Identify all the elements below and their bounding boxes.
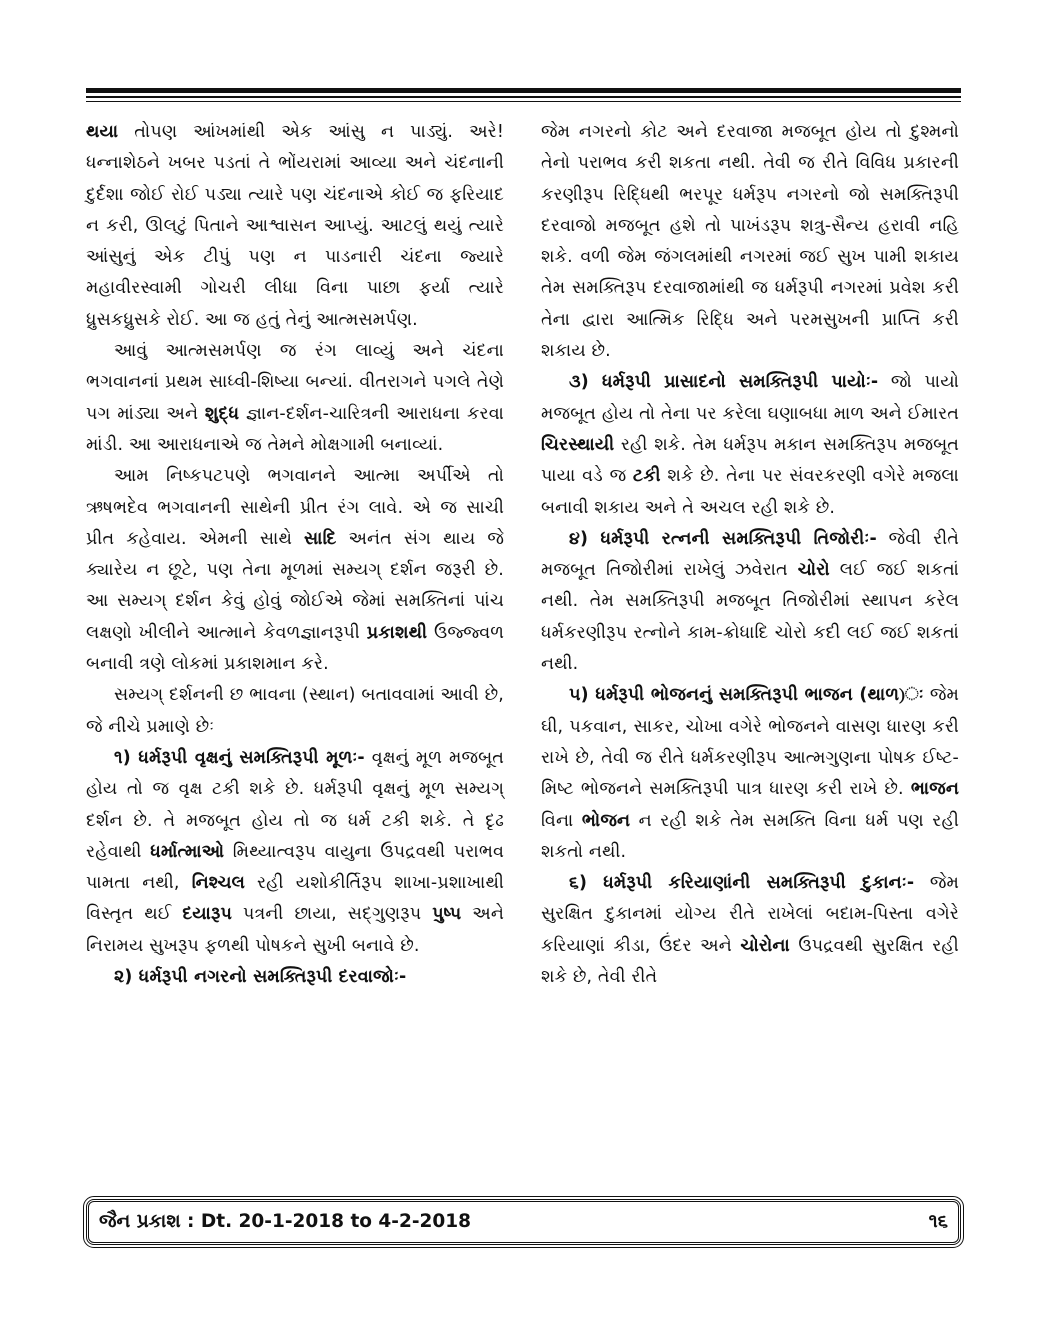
- paragraph: [86, 117, 504, 336]
- bold-text: શુદ્ધ: [204, 403, 240, 424]
- body-text: જેમ ઘી, પકવાન, સાકર, ચોખા વગેરે ભોજનને વાસણ ધારણ કરી રાખે છે, તેવી જ રીતે ધર્મકરણીરૂપ આત્મગુણના પોષક ઈષ્ટ-મિષ્ટ ભોજનને સમક્તિરૂપી પાત્ર ધારણ કરી રાખે છે.: [541, 685, 960, 800]
- body-text: જેમ સુરક્ષિત દુકાનમાં યોગ્ય રીતે રાખેલાં બદામ-પિસ્તા વગેરે કરિયાણાં કીડા, ઉંદર અને: [541, 873, 959, 956]
- bold-text: ચિરસ્થાયી: [541, 434, 615, 455]
- body-text: જ્ઞાન-દર્શન-ચારિત્રની આરાધના કરવા માંડી. આ આરાધનાએ જ તેમને મોક્ષગામી બનાવ્યાં.: [86, 403, 504, 455]
- paragraph: [541, 367, 959, 523]
- page-footer: [86, 1199, 961, 1245]
- bold-text: પ્રકાશથી: [366, 622, 428, 643]
- paragraph: [541, 680, 959, 868]
- bold-text: ભોજન: [581, 810, 631, 831]
- body-text: રહી શકે. તેમ ધર્મરૂપ મકાન સમક્તિરૂપ મજબૂત પાયા વડે જ: [541, 434, 959, 487]
- bold-text: ધર્માત્માઓ: [150, 841, 225, 862]
- bold-text: ૧) ધર્મરૂપી વૃક્ષનું સમક્તિરૂપી મૂળઃ-: [114, 747, 365, 768]
- body-text: શકે છે. તેના પર સંવરકરણી વગેરે મજલા બનાવી શકાય અને તે અચલ રહી શકે છે.: [541, 466, 959, 518]
- body-text: ઉપદ્રવથી સુરક્ષિત રહી શકે છે, તેવી રીતે: [541, 935, 959, 988]
- paragraph: [541, 117, 959, 367]
- body-text: અને નિરામય સુખરૂપ ફળથી પોષકને સુખી બનાવે છે.: [86, 904, 504, 956]
- body-text: જેમ નગરનો કોટ અને દરવાજા મજબૂત હોય તો દુશ્મનો તેનો પરાભવ કરી શકતા નથી. તેવી જ રીતે વિવિધ પ્રકારની કરણીરૂપ રિદ્ધિથી ભરપૂર ધર્મરૂપ નગરનો જો સમક્તિરૂપી દરવાજો મજબૂત હશે તો પાખંડરૂપ શત્રુ-સૈન્ય હરાવી નહિ શકે. વળી જેમ જંગલમાંથી નગરમાં જઈ સુખ પામી શકાય તેમ સમક્તિરૂપ દરવાજામાંથી જ ધર્મરૂપી નગરમાં પ્રવેશ કરી તેના દ્વારા આત્મિક રિદ્ધિ અને પરમસુખની પ્રાપ્તિ કરી શકાય છે.: [541, 122, 959, 362]
- body-text: વિના: [541, 810, 582, 831]
- paragraph: [541, 868, 959, 993]
- publication-info: જૈન પ્રકાશ : Dt. 20-1-2018 to 4-2-2018: [99, 1211, 472, 1232]
- body-text: પત્રની છાયા, સદ્ગુણરૂપ: [231, 904, 433, 925]
- body-text: રહી યશોકીર્તિરૂપ શાખા-પ્રશાખાથી વિસ્તૃત થઈ: [86, 873, 504, 925]
- right-column: [541, 117, 959, 993]
- bold-text: થયા: [86, 122, 119, 142]
- bold-text: પુષ્પ: [432, 904, 462, 925]
- body-text: ન રહી શકે તેમ સમક્તિ વિના ધર્મ પણ રહી શકતો નથી.: [541, 810, 959, 862]
- paragraph: [86, 962, 504, 993]
- paragraph: [541, 524, 959, 680]
- bold-text: ૨) ધર્મરૂપી નગરનો સમક્તિરૂપી દરવાજોઃ-: [114, 967, 407, 988]
- bold-text: ૪) ધર્મરૂપી રત્નની સમક્તિરૂપી તિજોરીઃ-: [569, 528, 877, 549]
- body-text: વૃક્ષનું મૂળ મજબૂત હોય તો જ વૃક્ષ ટકી શકે છે. ધર્મરૂપી વૃક્ષનું મૂળ સમ્યગ્ દર્શન છે. તે મજબૂત હોય તો જ ધર્મ ટકી શકે. તે દૃઢ રહેવાથી: [86, 747, 505, 862]
- bold-text: સાદિ: [304, 528, 337, 549]
- bold-text: દયારૂપ: [182, 904, 232, 925]
- body-text: જો પાયો મજબૂત હોય તો તેના પર કરેલા ઘણાબધા માળ અને ઈમારત: [541, 372, 959, 424]
- bold-text: ભાજન: [910, 779, 959, 800]
- bold-text: ચોરો: [797, 560, 830, 581]
- paragraph: [86, 743, 504, 962]
- body-text: તોપણ આંખમાંથી એક આંસુ ન પાડ્યું. અરે! ધન્નાશેઠને ખબર પડતાં તે ભોંયરામાં આવ્યા અને ચંદનાની દુર્દશા જોઈ રોઈ પડ્યા ત્યારે પણ ચંદનાએ કોઈ જ ફરિયાદ ન કરી, ઊલટું પિતાને આશ્વાસન આપ્યું. આટલું થયું ત્યારે આંસુનું એક ટીપું પણ ન પાડનારી ચંદના જ્યારે મહાવીરસ્વામી ગોચરી લીધા વિના પાછા ફર્યા ત્યારે ધ્રુસકધ્રુસકે રોઈ. આ જ હતું તેનું આત્મસમર્પણ.: [86, 122, 504, 330]
- paragraph: [86, 336, 504, 461]
- body-text: જેવી રીતે મજબૂત તિજોરીમાં રાખેલું ઝવેરાત: [541, 528, 959, 581]
- body-text: આવું આત્મસમર્પણ જ રંગ લાવ્યું અને ચંદના ભગવાનનાં પ્રથમ સાધ્વી-શિષ્યા બન્યાં. વીતરાગને પગલે તેણે પગ માંડ્યા અને: [86, 341, 504, 424]
- bold-text: ૩) ધર્મરૂપી પ્રાસાદનો સમક્તિરૂપી પાયોઃ-: [569, 372, 879, 393]
- bold-text: ૬) ધર્મરૂપી કરિયાણાંની સમક્તિરૂપી દુકાનઃ-: [569, 873, 915, 894]
- bold-text: નિશ્ચલ: [191, 873, 245, 894]
- body-text: લઈ જઈ શકતાં નથી. તેમ સમક્તિરૂપી મજબૂત તિજોરીમાં સ્થાપન કરેલ ધર્મકરણીરૂપ રત્નોને કામ-ક્રોધાદિ ચોરો કદી લઈ જઈ શકતાં નથી.: [541, 560, 959, 675]
- paragraph: [86, 680, 504, 743]
- header-rule-hairline: [86, 101, 961, 102]
- page-number: ૧૬: [928, 1211, 948, 1232]
- body-text: અનંત સંગ થાય જે ક્યારેય ન છૂટે, પણ તેના મૂળમાં સમ્યગ્ દર્શન જરૂરી છે. આ સમ્યગ્ દર્શન કેવું હોવું જોઈએ જેમાં સમક્તિનાં પાંચ લક્ષણો ખીલીને આત્માને કેવળજ્ઞાનરૂપી: [86, 528, 504, 643]
- body-text: સમ્યગ્ દર્શનની છ ભાવના (સ્થાન) બતાવવામાં આવી છે, જે નીચે પ્રમાણે છેઃ: [86, 685, 504, 737]
- body-text: ઉજ્જ્વળ બનાવી ત્રણે લોકમાં પ્રકાશમાન કરે.: [86, 622, 504, 675]
- bold-text: ૫) ધર્મરૂપી ભોજનનું સમક્તિરૂપી ભાજન (થાળ)ઃ: [569, 685, 924, 706]
- header-rule-thick: [86, 88, 961, 93]
- header-rule-thin: [86, 96, 961, 98]
- bold-text: ચોરોના: [740, 935, 790, 956]
- paragraph: [86, 461, 504, 680]
- left-column: [86, 117, 504, 993]
- bold-text: ટકી: [632, 466, 661, 487]
- body-text: મિથ્યાત્વરૂપ વાયુના ઉપદ્રવથી પરાભવ પામતા નથી,: [86, 841, 504, 894]
- body-text: આમ નિષ્કપટપણે ભગવાનને આત્મા અર્પીએ તો ઋષભદેવ ભગવાનની સાથેની પ્રીત રંગ લાવે. એ જ સાચી પ્રીત કહેવાય. એમની સાથે: [86, 466, 504, 549]
